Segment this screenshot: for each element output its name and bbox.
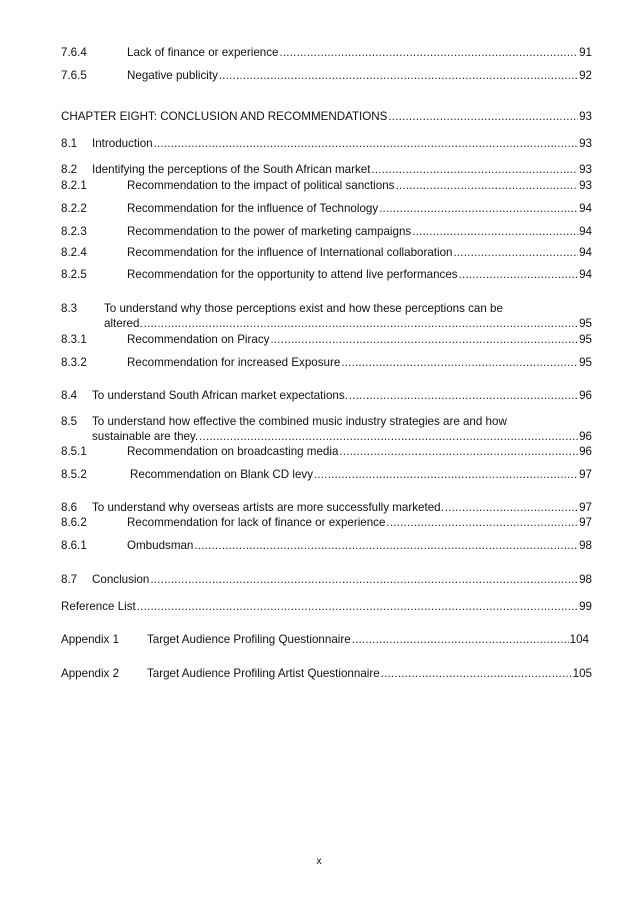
- toc-entry-number: Appendix 1: [61, 633, 120, 646]
- toc-entry-page: 96: [579, 445, 592, 458]
- toc-entry-page: 104: [569, 633, 589, 646]
- toc-entry-appendix-1: [61, 633, 589, 647]
- toc-entry-title: Ombudsman: [127, 539, 194, 552]
- leader-dots: [459, 268, 578, 282]
- toc-entry-page: 98: [579, 573, 592, 586]
- toc-entry-title-line1: To understand why those perceptions exist and how these perceptions can be: [104, 302, 503, 315]
- leader-dots: [199, 430, 578, 444]
- toc-entry: [61, 163, 592, 177]
- toc-entry-number: 8.5: [61, 415, 78, 428]
- toc-entry-title: To understand why overseas artists are more successfully marketed.: [92, 501, 444, 514]
- toc-entry-title-line1: To understand how effective the combined music industry strategies are and how: [92, 415, 507, 428]
- toc-entry-title: Recommendation on broadcasting media: [127, 445, 339, 458]
- toc-entry-page: 96: [579, 389, 592, 402]
- toc-entry: [61, 430, 592, 444]
- toc-entry-number: 8.2.2: [61, 202, 87, 215]
- leader-dots: [453, 246, 578, 260]
- leader-dots: [137, 600, 578, 614]
- toc-entry-number: 8.6: [61, 501, 78, 514]
- toc-entry: [61, 202, 592, 216]
- toc-entry-page: 105: [572, 667, 592, 680]
- toc-entry-page: 91: [579, 46, 592, 59]
- toc-entry-title: CHAPTER EIGHT: CONCLUSION AND RECOMMENDATIONS: [61, 110, 388, 123]
- toc-entry-title: Reference List: [61, 600, 136, 613]
- toc-entry: [61, 356, 592, 370]
- toc-entry-number: 8.2.4: [61, 246, 87, 259]
- toc-entry-page: 94: [579, 202, 592, 215]
- toc-entry-number: 7.6.5: [61, 69, 87, 82]
- toc-entry: [61, 468, 592, 482]
- toc-entry-number: 8.4: [61, 389, 78, 402]
- leader-dots: [371, 163, 578, 177]
- toc-entry-page: 93: [579, 163, 592, 176]
- toc-entry: [61, 516, 592, 530]
- toc-entry: [61, 225, 592, 239]
- toc-entry-page: 94: [579, 225, 592, 238]
- toc-entry-title: Target Audience Profiling Questionnaire: [147, 633, 351, 646]
- toc-entry-appendix-2: [61, 667, 592, 681]
- toc-entry-page: 93: [579, 179, 592, 192]
- leader-dots: [339, 445, 578, 459]
- leader-dots: [388, 110, 578, 124]
- toc-entry-title: Recommendation for the influence of Technology: [127, 202, 379, 215]
- toc-entry-title: Conclusion: [92, 573, 150, 586]
- toc-entry-page: 94: [579, 268, 592, 281]
- toc-entry-number: 8.7: [61, 573, 78, 586]
- page-number: x: [316, 855, 322, 867]
- toc-entry: [61, 46, 592, 60]
- toc-entry-number: 8.5.2: [61, 468, 87, 481]
- toc-entry-title: Introduction: [92, 137, 153, 150]
- leader-dots: [352, 633, 569, 647]
- toc-entry: [61, 333, 592, 347]
- toc-entry-page: 95: [579, 356, 592, 369]
- toc-entry-first-line: [61, 415, 592, 429]
- toc-entry-number: 8.2.3: [61, 225, 87, 238]
- toc-entry-page: 97: [579, 468, 592, 481]
- toc-entry: [61, 445, 592, 459]
- toc-entry-page: 95: [579, 317, 592, 330]
- toc-entry-page: 94: [579, 246, 592, 259]
- toc-entry-title: altered.: [104, 317, 143, 330]
- leader-dots: [341, 356, 578, 370]
- toc-entry: [61, 179, 592, 193]
- toc-entry-number: 8.3: [61, 302, 78, 315]
- toc-entry: [61, 501, 592, 515]
- toc-entry-number: 8.3.1: [61, 333, 87, 346]
- toc-entry-title: sustainable are they.: [92, 430, 199, 443]
- toc-entry-title: Recommendation to the power of marketing campaigns: [127, 225, 412, 238]
- leader-dots: [314, 468, 578, 482]
- toc-entry-title: To understand South African market expectations.: [92, 389, 348, 402]
- toc-entry-number: 8.6.2: [61, 516, 87, 529]
- toc-entry: [61, 389, 592, 403]
- leader-dots: [270, 333, 578, 347]
- toc-entry-number: 7.6.4: [61, 46, 87, 59]
- toc-entry-title: Target Audience Profiling Artist Questionnaire: [147, 667, 380, 680]
- toc-entry-title: Recommendation for the influence of International collaboration: [127, 246, 453, 259]
- leader-dots: [445, 501, 578, 515]
- toc-entry-title: Recommendation for increased Exposure: [127, 356, 341, 369]
- toc-entry: [61, 573, 592, 587]
- toc-entry-title: Recommendation for the opportunity to attend live performances: [127, 268, 458, 281]
- toc-entry-number: 8.3.2: [61, 356, 87, 369]
- toc-entry-number: 8.2: [61, 163, 78, 176]
- toc-entry-title: Negative publicity: [127, 69, 218, 82]
- toc-entry-number: 8.5.1: [61, 445, 87, 458]
- leader-dots: [150, 573, 578, 587]
- leader-dots: [349, 389, 578, 403]
- toc-entry-page: 96: [579, 430, 592, 443]
- toc-chapter-heading: [61, 110, 592, 124]
- toc-entry-page: 93: [579, 110, 592, 123]
- leader-dots: [412, 225, 578, 239]
- toc-entry-page: 92: [579, 69, 592, 82]
- toc-entry-page: 97: [579, 501, 592, 514]
- leader-dots: [194, 539, 578, 553]
- toc-entry-page: 98: [579, 539, 592, 552]
- leader-dots: [379, 202, 578, 216]
- toc-entry-page: 99: [579, 600, 592, 613]
- leader-dots: [279, 46, 578, 60]
- leader-dots: [386, 516, 578, 530]
- toc-entry-title: Recommendation to the impact of political sanctions: [127, 179, 395, 192]
- toc-entry-title: Identifying the perceptions of the South African market: [92, 163, 371, 176]
- toc-entry-number: 8.2.5: [61, 268, 87, 281]
- toc-entry-title: Recommendation on Piracy: [127, 333, 270, 346]
- toc-entry-reference-list: [61, 600, 592, 614]
- toc-entry: [61, 69, 592, 83]
- toc-entry: [61, 137, 592, 151]
- leader-dots: [154, 137, 579, 151]
- leader-dots: [144, 317, 578, 331]
- toc-entry-number: Appendix 2: [61, 667, 120, 680]
- toc-entry: [61, 246, 592, 260]
- toc-entry: [61, 268, 592, 282]
- toc-entry: [61, 317, 592, 331]
- toc-entry-page: 95: [579, 333, 592, 346]
- leader-dots: [395, 179, 578, 193]
- toc-entry-page: 97: [579, 516, 592, 529]
- toc-entry-first-line: [61, 302, 592, 316]
- leader-dots: [219, 69, 578, 83]
- toc-entry-number: 8.2.1: [61, 179, 87, 192]
- toc-entry-title: Recommendation on Blank CD levy: [130, 468, 314, 481]
- toc-entry-title: Recommendation for lack of finance or experience: [127, 516, 386, 529]
- toc-entry: [61, 539, 592, 553]
- toc-entry-number: 8.6.1: [61, 539, 87, 552]
- toc-entry-title: Lack of finance or experience: [127, 46, 279, 59]
- toc-entry-page: 93: [579, 137, 592, 150]
- leader-dots: [381, 667, 572, 681]
- toc-entry-number: 8.1: [61, 137, 78, 150]
